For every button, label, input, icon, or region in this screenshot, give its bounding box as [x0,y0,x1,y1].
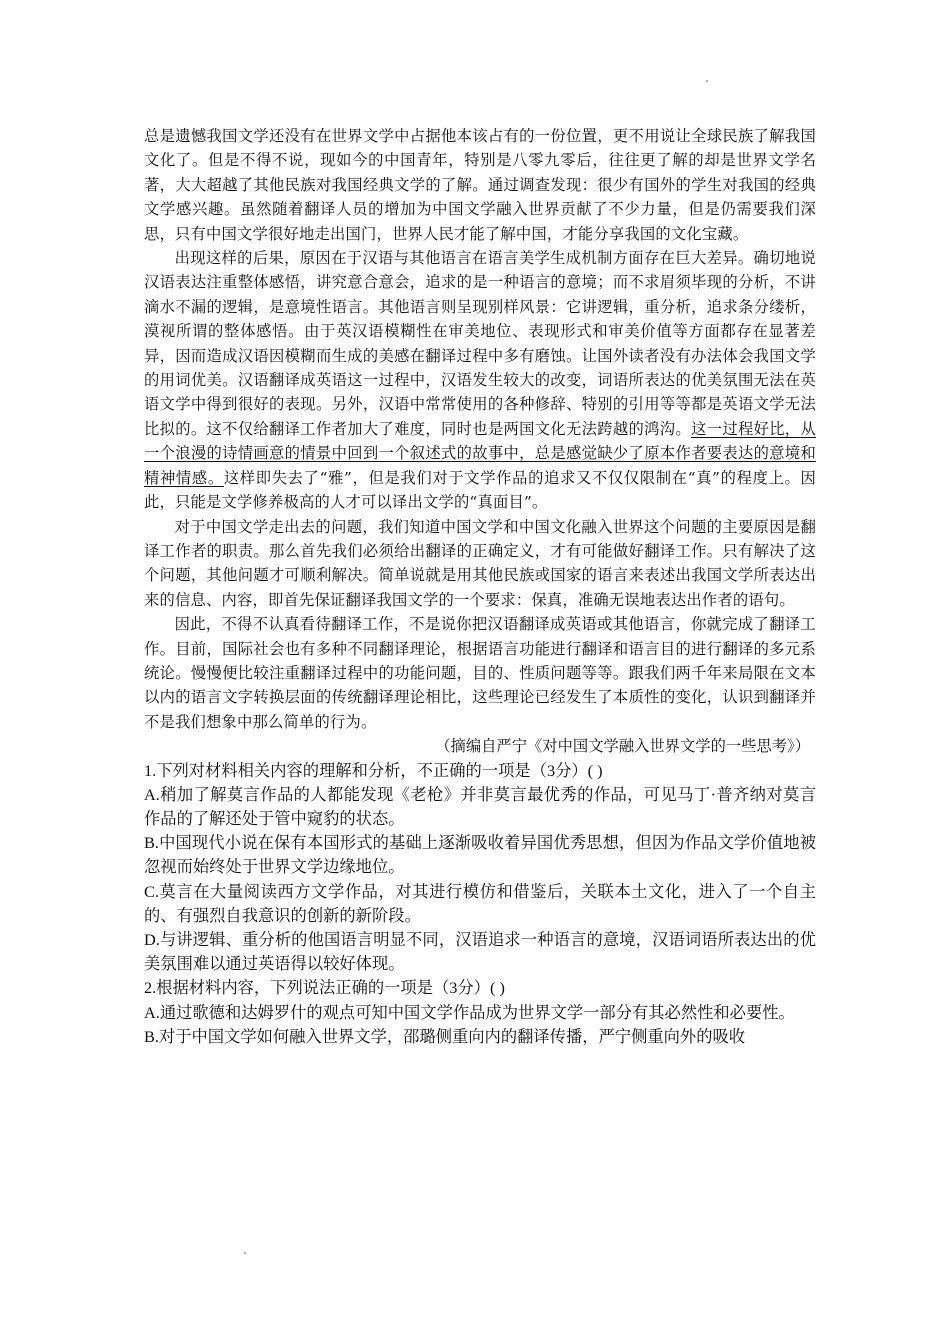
question-2 [144,976,816,1049]
passage-paragraph-1: 总是遗憾我国文学还没有在世界文学中占据他本该占有的一份位置，更不用说让全球民族了解我国文化了。但是不得不说，现如今的中国青年，特别是八零九零后，往往更了解的却是世界文学名著，大大超越了其他民族对我国经典文学的了解。通过调查发现：很少有国外的学生对我国的经典文学感兴趣。虽然随着翻译人员的增加为中国文学融入世界贡献了不少力量，但是仍需要我们深思，只有中国文学很好地走出国门，世界人民才能了解中国，才能分享我国的文化宝藏。 [144,127,816,243]
passage-paragraph-2-text-a: 出现这样的后果，原因在于汉语与其他语言在语言美学生成机制方面存在巨大差异。确切地说汉语表达注重整体感悟，讲究意合意会，追求的是一种语言的意境；而不求眉须毕现的分析，不讲滴水不漏的逻辑，是意境性语言。其他语言则呈现别样风景：它讲逻辑，重分析，追求条分缕析，漠视所谓的整体感悟。由于英汉语模糊性在审美地位、表现形式和审美价值等方面都存在显著差异，因而造成汉语因模糊而生成的美感在翻译过程中多有磨蚀。让国外读者没有办法体会我国文学的用词优美。汉语翻译成英语这一过程中，汉语发生较大的改变，词语所表达的优美氛围无法在英语文学中得到很好的表现。另外，汉语中常常使用的各种修辞、特别的引用等等都是英语文学无法比拟的。这不仅给翻译工作者加大了难度，同时也是两国文化无法跨越的鸿沟。 [144,249,816,438]
page-speck [244,1252,246,1254]
question-1-option-a: A.稍加了解莫言作品的人都能发现《老枪》并非莫言最优秀的作品，可见马丁·普齐纳对莫言作品的了解还处于管中窥豹的状态。 [144,784,816,828]
question-1-option-c: C.莫言在大量阅读西方文学作品，对其进行模仿和借鉴后，关联本土文化，进入了一个自主的、有强烈自我意识的创新的新阶段。 [144,881,816,925]
question-2-stem: 2.根据材料内容，下列说法正确的一项是（3分）( ) [144,978,505,998]
source-citation: （摘编自严宁《对中国文学融入世界文学的一些思考》） [435,737,810,756]
passage-paragraph-3: 对于中国文学走出去的问题，我们知道中国文学和中国文化融入世界这个问题的主要原因是翻译工作者的职责。那么首先我们必须给出翻译的正确定义，才有可能做好翻译工作。只有解决了这个问题，其他问题才可顺利解决。简单说就是用其他民族或国家的语言来表述出我国文学所表达出来的信息、内容，即首先保证翻译我国文学的一个要求：保真，准确无误地表达出作者的语句。 [144,517,816,609]
question-2-option-b: B.对于中国文学如何融入世界文学，邵璐侧重向内的翻译传播，严宁侧重向外的吸收 [144,1026,746,1046]
underlined-sentence: 这一过程好比，从一个浪漫的诗情画意的情景中回到一个叙述式的故事中，总是感觉缺少了原本作者要表达的意境和精神情感。 [144,419,816,487]
page-speck [706,80,708,82]
question-1-option-b: B.中国现代小说在保有本国形式的基础上逐渐吸收着异国优秀思想，但因为作品文学价值地被忽视而始终处于世界文学边缘地位。 [144,833,816,877]
passage-paragraph-2-text-b: 这样即失去了“雅”，但是我们对于文学作品的追求又不仅仅限制在“真”的程度上。因此，只能是文学修养极高的人才可以译出文学的“真面目”。 [144,468,816,512]
question-1 [144,759,816,977]
question-1-option-d: D.与讲逻辑、重分析的他国语言明显不同，汉语追求一种语言的意境，汉语词语所表达出的优美氛围难以通过英语得以较好体现。 [144,929,816,974]
document-page [144,124,816,1049]
passage-paragraph-4: 因此，不得不认真看待翻译工作，不是说你把汉语翻译成英语或其他语言，你就完成了翻译工作。目前，国际社会也有多种不同翻译理论，根据语言功能进行翻译和语言目的进行翻译的多元系统论。慢慢便比较注重翻译过程中的功能问题，目的、性质问题等等。跟我们两千年来局限在文本以内的语言文字转换层面的传统翻译理论相比，这些理论已经发生了本质性的变化，认识到翻译并不是我们想象中那么简单的行为。 [144,615,816,731]
passage-paragraph-2 [144,246,816,514]
question-1-stem: 1.下列对材料相关内容的理解和分析，不正确的一项是（3分）( ) [144,760,603,780]
question-2-option-a: A.通过歌德和达姆罗什的观点可知中国文学作品成为世界文学一部分有其必然性和必要性。 [144,1002,795,1022]
